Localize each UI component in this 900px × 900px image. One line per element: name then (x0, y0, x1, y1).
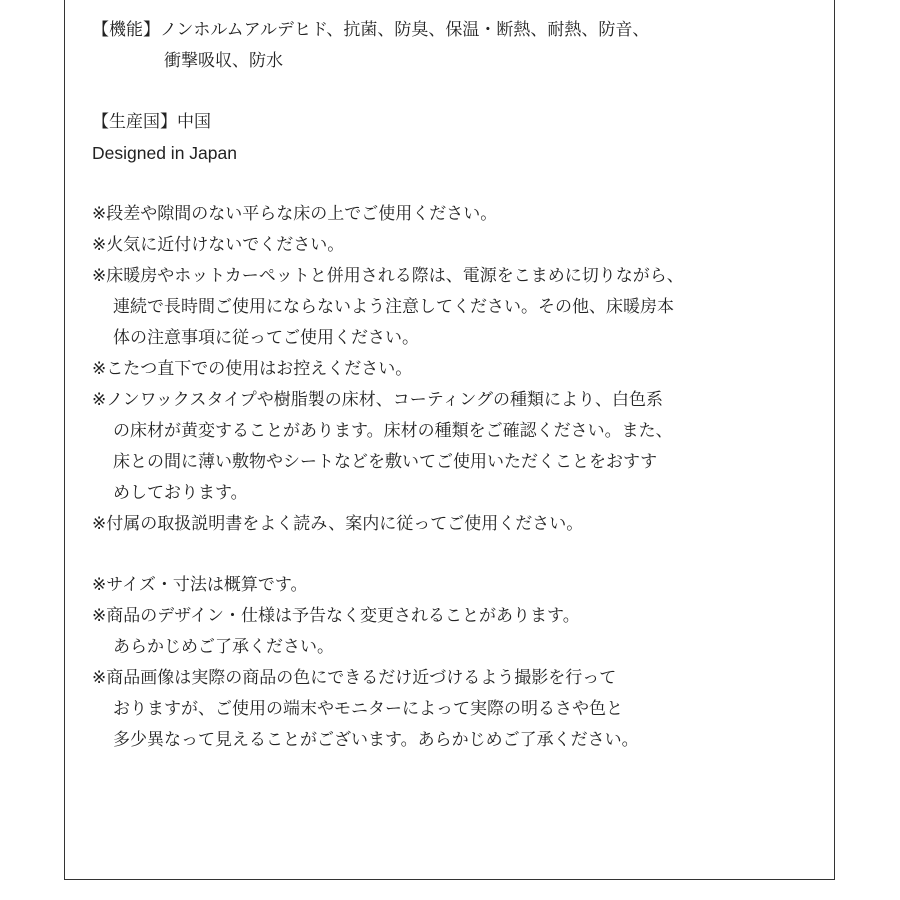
caution-3-line-1: ※床暖房やホットカーペットと併用される際は、電源をこまめに切りながら、 (92, 266, 684, 286)
caution-5-line-1: ※ノンワックスタイプや樹脂製の床材、コーティングの種類により、白色系 (92, 390, 663, 410)
note-2-line-1: ※商品のデザイン・仕様は予告なく変更されることがあります。 (92, 606, 580, 626)
note-3-line-3: 多少異なって見えることがございます。あらかじめご了承ください。 (113, 730, 639, 750)
note-2-line-2: あらかじめご了承ください。 (113, 637, 334, 657)
function-spec-line-1: 【機能】ノンホルムアルデヒド、抗菌、防臭、保温・断熱、耐熱、防音、 (92, 20, 650, 40)
caution-1: ※段差や隙間のない平らな床の上でご使用ください。 (92, 204, 498, 224)
caution-3-line-3: 体の注意事項に従ってご使用ください。 (113, 328, 419, 348)
note-3-line-1: ※商品画像は実際の商品の色にできるだけ近づけるよう撮影を行って (92, 668, 617, 688)
spacer (92, 77, 832, 107)
spacer (92, 169, 832, 199)
caution-5-line-2: の床材が黄変することがあります。床材の種類をご確認ください。また、 (113, 421, 673, 441)
caution-3-line-2: 連続で長時間ご使用にならないよう注意してください。その他、床暖房本 (113, 297, 674, 317)
origin-spec: 【生産国】中国 (92, 112, 211, 132)
caution-5-line-4: めしております。 (113, 483, 248, 503)
caution-2: ※火気に近付けないでください。 (92, 235, 345, 255)
spacer (92, 540, 832, 570)
function-spec-line-2: 衝撃吸収、防水 (164, 51, 283, 71)
caution-5-line-3: 床との間に薄い敷物やシートなどを敷いてご使用いただくことをおすす (113, 452, 658, 472)
caution-6: ※付属の取扱説明書をよく読み、案内に従ってご使用ください。 (92, 514, 584, 534)
caution-4: ※こたつ直下での使用はお控えください。 (92, 359, 413, 379)
note-1: ※サイズ・寸法は概算です。 (92, 575, 308, 595)
note-3-line-2: おりますが、ご使用の端末やモニターによって実際の明るさや色と (113, 699, 623, 719)
designed-in-japan: Designed in Japan (92, 143, 237, 163)
product-notes (92, 0, 832, 756)
